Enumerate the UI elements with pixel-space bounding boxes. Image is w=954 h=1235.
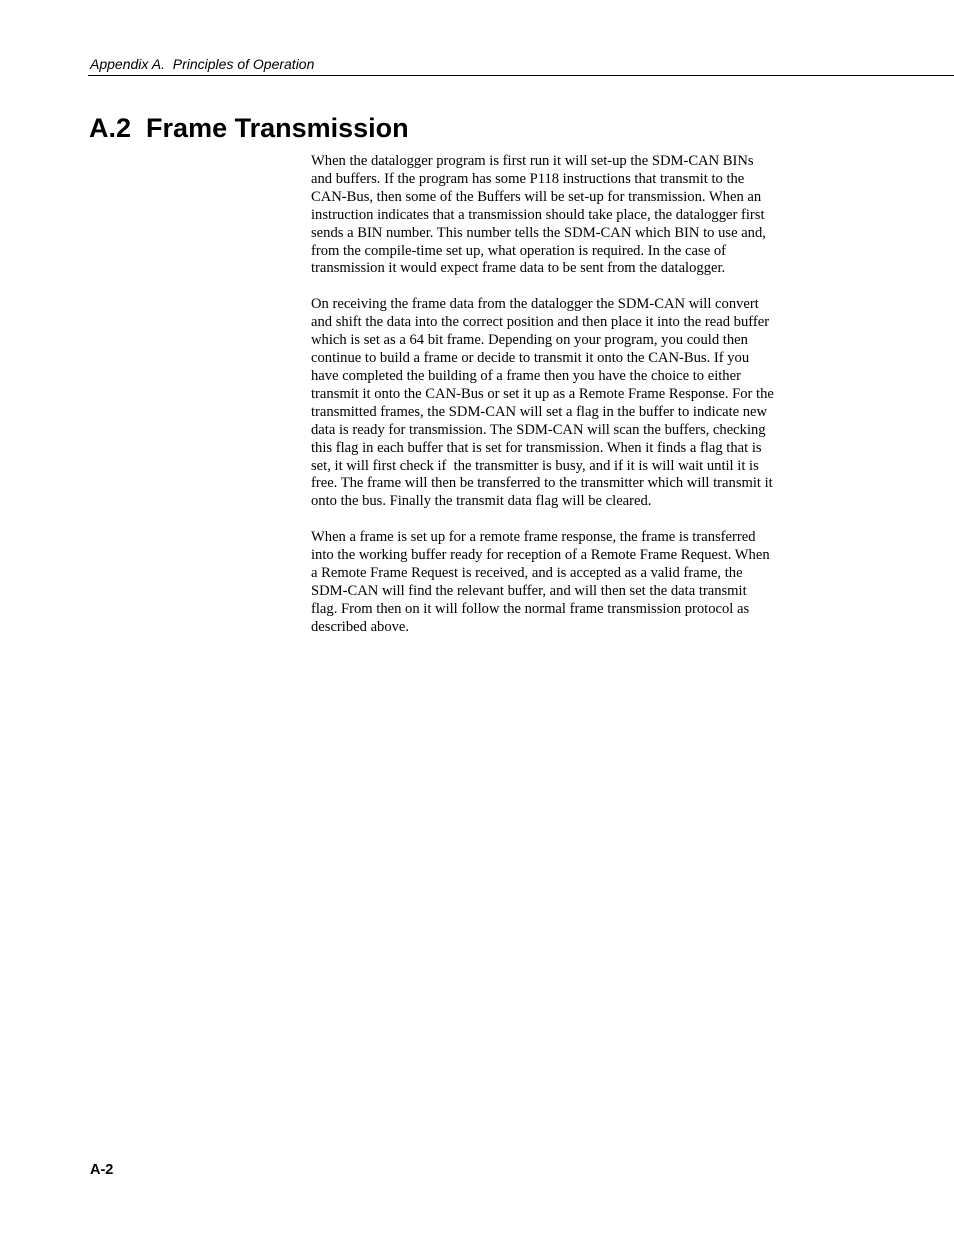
text-line: have completed the building of a frame then you have the choice to either xyxy=(311,367,741,384)
text-line: data is ready for transmission. The SDM-CAN will scan the buffers, checking xyxy=(311,421,766,438)
text-line: sends a BIN number. This number tells the SDM-CAN which BIN to use and, xyxy=(311,224,766,241)
paragraph xyxy=(311,296,811,511)
header-rule xyxy=(88,75,954,76)
text-line: continue to build a frame or decide to transmit it onto the CAN-Bus. If you xyxy=(311,350,750,367)
text-line: and buffers. If the program has some P118 instructions that transmit to the xyxy=(311,170,745,187)
text-line: transmit it onto the CAN-Bus or set it up as a Remote Frame Response. For the xyxy=(311,385,774,402)
text-line: When the datalogger program is first run it will set-up the SDM-CAN BINs xyxy=(311,153,754,169)
section-title-text: Frame Transmission xyxy=(146,113,409,143)
text-line: CAN-Bus, then some of the Buffers will be set-up for transmission. When an xyxy=(311,188,762,205)
text-line: When a frame is set up for a remote frame response, the frame is transferred xyxy=(311,529,756,546)
text-line: and shift the data into the correct position and then place it into the read buffer xyxy=(311,314,770,331)
text-line: onto the bus. Finally the transmit data flag will be cleared. xyxy=(311,493,652,510)
text-line: SDM-CAN will find the relevant buffer, and will then set the data transmit xyxy=(311,582,747,599)
text-line: from the compile-time set up, what operation is required. In the case of xyxy=(311,242,726,259)
section-title xyxy=(89,111,409,145)
text-line: into the working buffer ready for reception of a Remote Frame Request. When xyxy=(311,547,770,564)
text-line: a Remote Frame Request is received, and is accepted as a valid frame, the xyxy=(311,565,743,582)
text-line: instruction indicates that a transmission should take place, the datalogger first xyxy=(311,206,765,223)
text-line: set, it will first check if the transmitter is busy, and if it is will wait until it is xyxy=(311,457,759,474)
text-line: described above. xyxy=(311,618,410,635)
text-line: transmitted frames, the SDM-CAN will set a flag in the buffer to indicate new xyxy=(311,403,768,420)
page-number: A-2 xyxy=(90,1162,114,1178)
text-line: transmission it would expect frame data to be sent from the datalogger. xyxy=(311,260,726,277)
text-line: flag. From then on it will follow the normal frame transmission protocol as xyxy=(311,600,750,617)
text-line: this flag in each buffer that is set for transmission. When it finds a flag that is xyxy=(311,439,762,456)
text-line: free. The frame will then be transferred to the transmitter which will transmit it xyxy=(311,475,773,492)
text-line: On receiving the frame data from the datalogger the SDM-CAN will convert xyxy=(311,296,759,313)
text-line: which is set as a 64 bit frame. Depending on your program, you could then xyxy=(311,332,748,349)
paragraph xyxy=(311,153,811,278)
paragraph xyxy=(311,529,811,636)
section-number: A.2 xyxy=(89,113,132,143)
body-text xyxy=(311,153,811,655)
running-header: Appendix A. Principles of Operation xyxy=(90,56,315,72)
